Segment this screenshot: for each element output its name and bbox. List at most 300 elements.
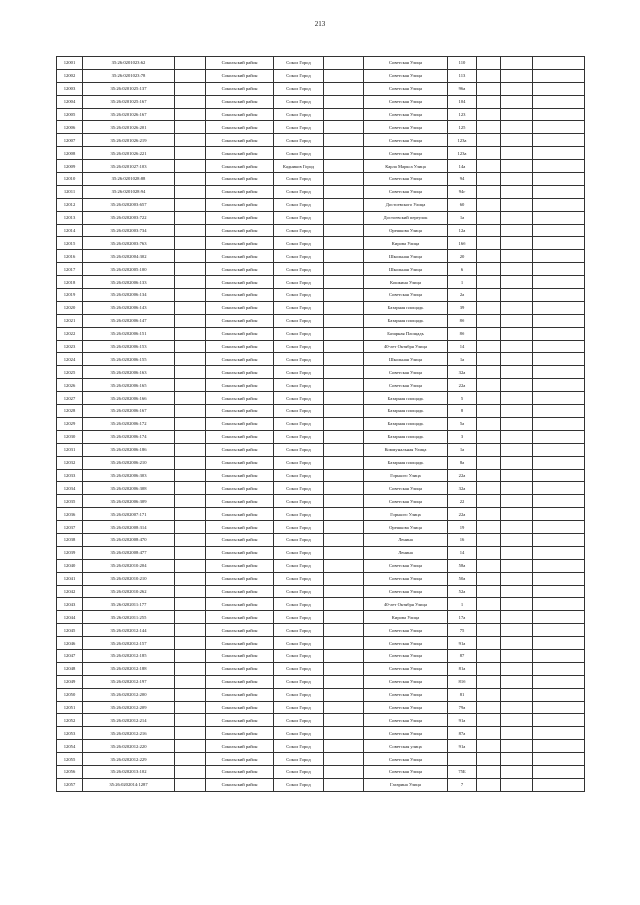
district: Сокольский район bbox=[206, 276, 274, 289]
row-number: 12040 bbox=[57, 559, 83, 572]
empty-cell bbox=[175, 276, 206, 289]
house-number: 5а bbox=[448, 417, 477, 430]
empty-cell bbox=[324, 263, 364, 276]
empty-cell bbox=[533, 701, 585, 714]
district: Сокольский район bbox=[206, 778, 274, 791]
empty-cell bbox=[477, 495, 501, 508]
street: Советская Улица bbox=[364, 185, 448, 198]
district: Сокольский район bbox=[206, 82, 274, 95]
empty-cell bbox=[477, 533, 501, 546]
empty-cell bbox=[477, 765, 501, 778]
empty-cell bbox=[533, 675, 585, 688]
row-number: 12007 bbox=[57, 134, 83, 147]
table-row bbox=[57, 740, 585, 753]
empty-cell bbox=[175, 585, 206, 598]
empty-cell bbox=[175, 160, 206, 173]
settlement: Сокол Город bbox=[274, 508, 324, 521]
empty-cell bbox=[324, 237, 364, 250]
empty-cell bbox=[477, 301, 501, 314]
cadastral-number: 35:26:0202012:214 bbox=[83, 714, 175, 727]
empty-cell bbox=[501, 340, 533, 353]
settlement: Сокол Город bbox=[274, 353, 324, 366]
table-row bbox=[57, 198, 585, 211]
house-number: 8б bbox=[448, 327, 477, 340]
empty-cell bbox=[324, 276, 364, 289]
empty-cell bbox=[477, 598, 501, 611]
table-row bbox=[57, 495, 585, 508]
empty-cell bbox=[324, 392, 364, 405]
empty-cell bbox=[533, 134, 585, 147]
cadastral-number: 35:26:0202006:165 bbox=[83, 379, 175, 392]
district: Сокольский район bbox=[206, 173, 274, 186]
row-number: 12035 bbox=[57, 495, 83, 508]
empty-cell bbox=[324, 585, 364, 598]
empty-cell bbox=[175, 173, 206, 186]
settlement: Сокол Город bbox=[274, 778, 324, 791]
house-number: 3 bbox=[448, 430, 477, 443]
table-row bbox=[57, 224, 585, 237]
street: Орешкова Улица bbox=[364, 521, 448, 534]
row-number: 12016 bbox=[57, 250, 83, 263]
empty-cell bbox=[533, 740, 585, 753]
empty-cell bbox=[175, 289, 206, 302]
empty-cell bbox=[324, 314, 364, 327]
house-number: 6 bbox=[448, 263, 477, 276]
empty-cell bbox=[324, 765, 364, 778]
street: Советская Улица bbox=[364, 495, 448, 508]
house-number: 7 bbox=[448, 778, 477, 791]
district: Сокольский район bbox=[206, 649, 274, 662]
empty-cell bbox=[175, 443, 206, 456]
settlement: Сокол Город bbox=[274, 637, 324, 650]
empty-cell bbox=[175, 624, 206, 637]
district: Сокольский район bbox=[206, 753, 274, 766]
cadastral-number: 35:26:0202006:151 bbox=[83, 327, 175, 340]
row-number: 12043 bbox=[57, 598, 83, 611]
district: Сокольский район bbox=[206, 598, 274, 611]
empty-cell bbox=[324, 82, 364, 95]
empty-cell bbox=[324, 417, 364, 430]
district: Сокольский район bbox=[206, 508, 274, 521]
empty-cell bbox=[175, 637, 206, 650]
empty-cell bbox=[501, 417, 533, 430]
empty-cell bbox=[324, 688, 364, 701]
empty-cell bbox=[324, 69, 364, 82]
empty-cell bbox=[324, 456, 364, 469]
empty-cell bbox=[324, 714, 364, 727]
empty-cell bbox=[477, 740, 501, 753]
settlement: Сокол Город bbox=[274, 95, 324, 108]
house-number: 110 bbox=[448, 57, 477, 70]
street: Советская Улица bbox=[364, 727, 448, 740]
house-number: 1 bbox=[448, 276, 477, 289]
empty-cell bbox=[533, 456, 585, 469]
house-number: 1а bbox=[448, 443, 477, 456]
empty-cell bbox=[533, 289, 585, 302]
empty-cell bbox=[533, 469, 585, 482]
empty-cell bbox=[324, 224, 364, 237]
row-number: 12025 bbox=[57, 366, 83, 379]
empty-cell bbox=[175, 353, 206, 366]
empty-cell bbox=[324, 147, 364, 160]
empty-cell bbox=[477, 160, 501, 173]
empty-cell bbox=[533, 495, 585, 508]
house-number: 60 bbox=[448, 198, 477, 211]
empty-cell bbox=[533, 637, 585, 650]
empty-cell bbox=[477, 443, 501, 456]
empty-cell bbox=[477, 675, 501, 688]
house-number: 81а bbox=[448, 662, 477, 675]
empty-cell bbox=[477, 778, 501, 791]
cadastral-number: 35:26:0202013:102 bbox=[83, 765, 175, 778]
settlement: Сокол Город bbox=[274, 443, 324, 456]
settlement: Сокол Город bbox=[274, 611, 324, 624]
district: Сокольский район bbox=[206, 495, 274, 508]
house-number: 8б bbox=[448, 314, 477, 327]
empty-cell bbox=[501, 95, 533, 108]
house-number: 1а bbox=[448, 211, 477, 224]
empty-cell bbox=[533, 147, 585, 160]
table-row bbox=[57, 57, 585, 70]
empty-cell bbox=[477, 521, 501, 534]
empty-cell bbox=[175, 340, 206, 353]
empty-cell bbox=[477, 572, 501, 585]
empty-cell bbox=[501, 173, 533, 186]
street: Советская Улица bbox=[364, 714, 448, 727]
house-number: 81б bbox=[448, 675, 477, 688]
cadastral-number: 35:26:0202006:133 bbox=[83, 276, 175, 289]
cadastral-number: 35:26:0202003:763 bbox=[83, 237, 175, 250]
empty-cell bbox=[175, 546, 206, 559]
table-row bbox=[57, 701, 585, 714]
house-number: 12а bbox=[448, 224, 477, 237]
empty-cell bbox=[501, 301, 533, 314]
empty-cell bbox=[501, 147, 533, 160]
settlement: Сокол Город bbox=[274, 185, 324, 198]
empty-cell bbox=[533, 57, 585, 70]
empty-cell bbox=[477, 224, 501, 237]
empty-cell bbox=[324, 95, 364, 108]
empty-cell bbox=[324, 649, 364, 662]
empty-cell bbox=[324, 134, 364, 147]
empty-cell bbox=[533, 417, 585, 430]
empty-cell bbox=[501, 392, 533, 405]
empty-cell bbox=[324, 443, 364, 456]
street: Советская Улица bbox=[364, 701, 448, 714]
street: Базарная площадь bbox=[364, 456, 448, 469]
empty-cell bbox=[477, 637, 501, 650]
empty-cell bbox=[501, 224, 533, 237]
empty-cell bbox=[477, 198, 501, 211]
cadastral-number: 35:26:0202006:186 bbox=[83, 443, 175, 456]
empty-cell bbox=[477, 95, 501, 108]
district: Сокольский район bbox=[206, 482, 274, 495]
empty-cell bbox=[501, 727, 533, 740]
street: Советская Улица bbox=[364, 753, 448, 766]
house-number: 22а bbox=[448, 469, 477, 482]
empty-cell bbox=[501, 121, 533, 134]
empty-cell bbox=[175, 765, 206, 778]
house-number: 16б bbox=[448, 237, 477, 250]
district: Сокольский район bbox=[206, 611, 274, 624]
cadastral-number: 35:26:0202010:262 bbox=[83, 585, 175, 598]
house-number: 94 bbox=[448, 173, 477, 186]
empty-cell bbox=[324, 198, 364, 211]
table-row bbox=[57, 289, 585, 302]
empty-cell bbox=[533, 624, 585, 637]
empty-cell bbox=[477, 611, 501, 624]
settlement: Сокол Город bbox=[274, 430, 324, 443]
settlement: Сокол Город bbox=[274, 173, 324, 186]
empty-cell bbox=[533, 301, 585, 314]
row-number: 12015 bbox=[57, 237, 83, 250]
house-number: 2а bbox=[448, 289, 477, 302]
row-number: 12042 bbox=[57, 585, 83, 598]
empty-cell bbox=[501, 198, 533, 211]
empty-cell bbox=[501, 701, 533, 714]
empty-cell bbox=[324, 675, 364, 688]
district: Сокольский район bbox=[206, 198, 274, 211]
empty-cell bbox=[324, 611, 364, 624]
settlement: Сокол Город bbox=[274, 533, 324, 546]
house-number: 125 bbox=[448, 121, 477, 134]
empty-cell bbox=[533, 649, 585, 662]
empty-cell bbox=[324, 289, 364, 302]
empty-cell bbox=[324, 173, 364, 186]
empty-cell bbox=[477, 469, 501, 482]
street: Советская Улица bbox=[364, 637, 448, 650]
settlement: Сокол Город bbox=[274, 392, 324, 405]
empty-cell bbox=[501, 160, 533, 173]
empty-cell bbox=[324, 778, 364, 791]
street: Советская Улица bbox=[364, 675, 448, 688]
empty-cell bbox=[501, 263, 533, 276]
empty-cell bbox=[175, 108, 206, 121]
empty-cell bbox=[533, 340, 585, 353]
empty-cell bbox=[175, 456, 206, 469]
district: Сокольский район bbox=[206, 740, 274, 753]
empty-cell bbox=[533, 160, 585, 173]
street: Орешкова Улица bbox=[364, 224, 448, 237]
table-row bbox=[57, 173, 585, 186]
table-row bbox=[57, 585, 585, 598]
cadastral-number: 35:26:0201028:94 bbox=[83, 185, 175, 198]
street: 40-лет Октября Улица bbox=[364, 598, 448, 611]
row-number: 12010 bbox=[57, 173, 83, 186]
empty-cell bbox=[501, 185, 533, 198]
house-number: 123 bbox=[448, 108, 477, 121]
empty-cell bbox=[324, 185, 364, 198]
empty-cell bbox=[533, 533, 585, 546]
table-row bbox=[57, 276, 585, 289]
row-number: 12017 bbox=[57, 263, 83, 276]
street: Советская Улица bbox=[364, 108, 448, 121]
settlement: Сокол Город bbox=[274, 662, 324, 675]
street: Школьная Улица bbox=[364, 250, 448, 263]
empty-cell bbox=[477, 366, 501, 379]
empty-cell bbox=[477, 727, 501, 740]
table-row bbox=[57, 121, 585, 134]
table-row bbox=[57, 521, 585, 534]
district: Сокольский район bbox=[206, 714, 274, 727]
empty-cell bbox=[477, 82, 501, 95]
row-number: 12037 bbox=[57, 521, 83, 534]
cadastral-number: 35:26:0202004:302 bbox=[83, 250, 175, 263]
cadastral-number: 35:26:0201025:137 bbox=[83, 82, 175, 95]
house-number: 14а bbox=[448, 160, 477, 173]
empty-cell bbox=[175, 57, 206, 70]
district: Сокольский район bbox=[206, 624, 274, 637]
empty-cell bbox=[477, 211, 501, 224]
table-row bbox=[57, 95, 585, 108]
empty-cell bbox=[501, 572, 533, 585]
settlement: Сокол Город bbox=[274, 289, 324, 302]
row-number: 12022 bbox=[57, 327, 83, 340]
district: Сокольский район bbox=[206, 160, 274, 173]
empty-cell bbox=[533, 121, 585, 134]
row-number: 12032 bbox=[57, 456, 83, 469]
empty-cell bbox=[501, 637, 533, 650]
street: Кошкина Улица bbox=[364, 276, 448, 289]
cadastral-number: 35:26:0202012:157 bbox=[83, 637, 175, 650]
table-row bbox=[57, 662, 585, 675]
registry-table bbox=[56, 56, 585, 792]
settlement: Сокол Город bbox=[274, 598, 324, 611]
table-row bbox=[57, 69, 585, 82]
empty-cell bbox=[501, 353, 533, 366]
district: Сокольский район bbox=[206, 405, 274, 418]
district: Сокольский район bbox=[206, 430, 274, 443]
empty-cell bbox=[175, 753, 206, 766]
empty-cell bbox=[324, 353, 364, 366]
street: Советская Улица bbox=[364, 585, 448, 598]
house-number: 16 bbox=[448, 533, 477, 546]
row-number: 12011 bbox=[57, 185, 83, 198]
empty-cell bbox=[175, 495, 206, 508]
cadastral-number: 35:26:0201023:78 bbox=[83, 69, 175, 82]
empty-cell bbox=[501, 366, 533, 379]
empty-cell bbox=[477, 405, 501, 418]
row-number: 12036 bbox=[57, 508, 83, 521]
empty-cell bbox=[477, 508, 501, 521]
cadastral-number: 35:26:0202008:477 bbox=[83, 546, 175, 559]
empty-cell bbox=[501, 765, 533, 778]
empty-cell bbox=[477, 430, 501, 443]
empty-cell bbox=[501, 250, 533, 263]
district: Сокольский район bbox=[206, 314, 274, 327]
street: Советская Улица bbox=[364, 82, 448, 95]
table-row bbox=[57, 417, 585, 430]
empty-cell bbox=[175, 224, 206, 237]
empty-cell bbox=[533, 572, 585, 585]
empty-cell bbox=[324, 160, 364, 173]
street: Советская Улица bbox=[364, 765, 448, 778]
empty-cell bbox=[501, 546, 533, 559]
row-number: 12026 bbox=[57, 379, 83, 392]
district: Сокольский район bbox=[206, 237, 274, 250]
table-row bbox=[57, 314, 585, 327]
row-number: 12013 bbox=[57, 211, 83, 224]
cadastral-number: 35:26:0202006:134 bbox=[83, 289, 175, 302]
settlement: Сокол Город bbox=[274, 327, 324, 340]
empty-cell bbox=[324, 405, 364, 418]
empty-cell bbox=[477, 482, 501, 495]
street: Базарная площадь bbox=[364, 405, 448, 418]
empty-cell bbox=[501, 508, 533, 521]
empty-cell bbox=[501, 559, 533, 572]
settlement: Сокол Город bbox=[274, 108, 324, 121]
district: Сокольский район bbox=[206, 57, 274, 70]
empty-cell bbox=[324, 121, 364, 134]
street: Достоевского Улица bbox=[364, 198, 448, 211]
empty-cell bbox=[477, 340, 501, 353]
house-number: 91а bbox=[448, 740, 477, 753]
empty-cell bbox=[175, 559, 206, 572]
empty-cell bbox=[533, 508, 585, 521]
row-number: 12018 bbox=[57, 276, 83, 289]
empty-cell bbox=[175, 250, 206, 263]
empty-cell bbox=[175, 327, 206, 340]
cadastral-number: 35:26:0202006:153 bbox=[83, 340, 175, 353]
empty-cell bbox=[501, 57, 533, 70]
street: Советская Улица bbox=[364, 121, 448, 134]
row-number: 12053 bbox=[57, 727, 83, 740]
house-number: 1 bbox=[448, 598, 477, 611]
empty-cell bbox=[175, 649, 206, 662]
cadastral-number: 35:26:0202006:167 bbox=[83, 405, 175, 418]
cadastral-number: 35:26:0202012:209 bbox=[83, 701, 175, 714]
row-number: 12047 bbox=[57, 649, 83, 662]
empty-cell bbox=[533, 69, 585, 82]
settlement: Сокол Город bbox=[274, 69, 324, 82]
empty-cell bbox=[533, 443, 585, 456]
empty-cell bbox=[175, 740, 206, 753]
row-number: 12021 bbox=[57, 314, 83, 327]
row-number: 12029 bbox=[57, 417, 83, 430]
district: Сокольский район bbox=[206, 69, 274, 82]
empty-cell bbox=[533, 688, 585, 701]
district: Сокольский район bbox=[206, 353, 274, 366]
empty-cell bbox=[533, 237, 585, 250]
street: Горького Улица bbox=[364, 469, 448, 482]
row-number: 12050 bbox=[57, 688, 83, 701]
house-number: 1а bbox=[448, 353, 477, 366]
empty-cell bbox=[175, 185, 206, 198]
empty-cell bbox=[477, 314, 501, 327]
empty-cell bbox=[477, 147, 501, 160]
empty-cell bbox=[501, 688, 533, 701]
row-number: 12006 bbox=[57, 121, 83, 134]
street: Советская Улица bbox=[364, 482, 448, 495]
empty-cell bbox=[324, 740, 364, 753]
cadastral-number: 35:26:0201027:103 bbox=[83, 160, 175, 173]
empty-cell bbox=[175, 392, 206, 405]
row-number: 12052 bbox=[57, 714, 83, 727]
settlement: Сокол Город bbox=[274, 314, 324, 327]
cadastral-number: 35:26:0202006:155 bbox=[83, 353, 175, 366]
empty-cell bbox=[533, 173, 585, 186]
district: Сокольский район bbox=[206, 121, 274, 134]
cadastral-number: 35:26:0202008:314 bbox=[83, 521, 175, 534]
empty-cell bbox=[533, 778, 585, 791]
table-row bbox=[57, 185, 585, 198]
row-number: 12020 bbox=[57, 301, 83, 314]
district: Сокольский район bbox=[206, 327, 274, 340]
cadastral-number: 35:26:0202006:143 bbox=[83, 301, 175, 314]
settlement: Сокол Город bbox=[274, 624, 324, 637]
row-number: 12001 bbox=[57, 57, 83, 70]
empty-cell bbox=[533, 211, 585, 224]
